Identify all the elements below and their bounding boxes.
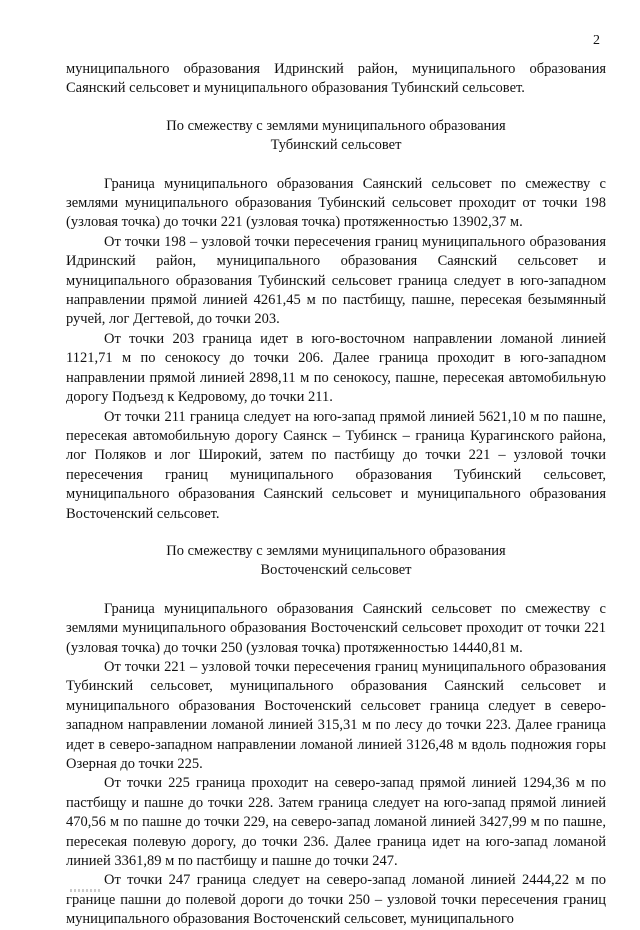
section-heading-line: Тубинский сельсовет bbox=[270, 137, 402, 154]
section-heading-line: По смежеству с землями муниципального образования bbox=[166, 117, 506, 134]
paragraph: От точки 247 граница следует на северо-запад ломаной линией 2444,22 м по границе пашни до полевой дороги до точки 250 – узловой точки пересечения границ муниципального образования Восточенский сельсовет, муниципального bbox=[66, 872, 606, 928]
scan-smudge bbox=[70, 889, 102, 892]
paragraph: Граница муниципального образования Саянский сельсовет по смежеству с землями муниципального образования Восточенский сельсовет проходит от точки 221 (узловая точка) до точки 250 (узловая точка) протяженностью 14440,81 м. bbox=[66, 600, 606, 656]
paragraph: От точки 198 – узловой точки пересечения границ муниципального образования Идринский район, муниципального образования Саянский сельсовет и муниципального образования Тубинский сельсовет граница следует в юго-западном направлении прямой линией 4261,45 м по пастбищу, пашне, пересекая безымянный ручей, лог Дегтевой, до точки 203. bbox=[66, 233, 606, 328]
paragraph: От точки 211 граница следует на юго-запад прямой линией 5621,10 м по пашне, пересекая автомобильную дорогу Саянск – Тубинск – граница Курагинского района, лог Поляков и лог Широкий, затем по пастбищу до точки 221 – узловой точки пересечения границ муниципального образования Тубинский сельсовет, муниципального образования Саянский сельсовет и муниципального образования Восточенский сельсовет. bbox=[66, 408, 606, 522]
section-heading-vostochensky bbox=[66, 542, 606, 581]
paragraph: От точки 203 граница идет в юго-восточном направлении ломаной линией 1121,71 м по сенокосу до точки 206. Далее граница проходит в юго-западном направлении прямой линией 2898,11 м по сенокосу, пашне, пересекая автомобильную дорогу Подъезд к Кедровому, до точки 211. bbox=[66, 330, 606, 406]
section-heading-line: По смежеству с землями муниципального образования bbox=[166, 542, 506, 559]
paragraph: От точки 221 – узловой точки пересечения границ муниципального образования Тубинский сельсовет, муниципального образования Саянский сельсовет и муниципального образования Восточенский сельсовет граница следует в северо-западном направлении ломаной линией 315,31 м по лесу до точки 223. Далее граница идет в северо-западном направлении ломаной линией 3126,48 м вдоль подножия горы Озерная до точки 225. bbox=[66, 658, 606, 772]
intro-paragraph: муниципального образования Идринский район, муниципального образования Саянский сельсовет и муниципального образования Тубинский сельсовет. bbox=[66, 61, 606, 97]
document-body bbox=[66, 60, 606, 930]
paragraph: Граница муниципального образования Саянский сельсовет по смежеству с землями муниципального образования Тубинский сельсовет проходит от точки 198 (узловая точка) до точки 221 (узловая точка) протяженностью 13902,37 м. bbox=[66, 175, 606, 231]
paragraph: От точки 225 граница проходит на северо-запад прямой линией 1294,36 м по пастбищу и пашне до точки 228. Затем граница следует на юго-запад прямой линией 470,56 м по пашне до точки 229, на северо-запад ломаной линией 3427,99 м по пашне, пересекая полевую дорогу, до точки 236. Далее граница идет на юго-запад ломаной линией 3361,89 м по пастбищу и пашне до точки 247. bbox=[66, 775, 606, 870]
page-number: 2 bbox=[593, 33, 600, 48]
section-heading-tubinsky bbox=[66, 117, 606, 156]
section-heading-line: Восточенский сельсовет bbox=[260, 562, 412, 579]
